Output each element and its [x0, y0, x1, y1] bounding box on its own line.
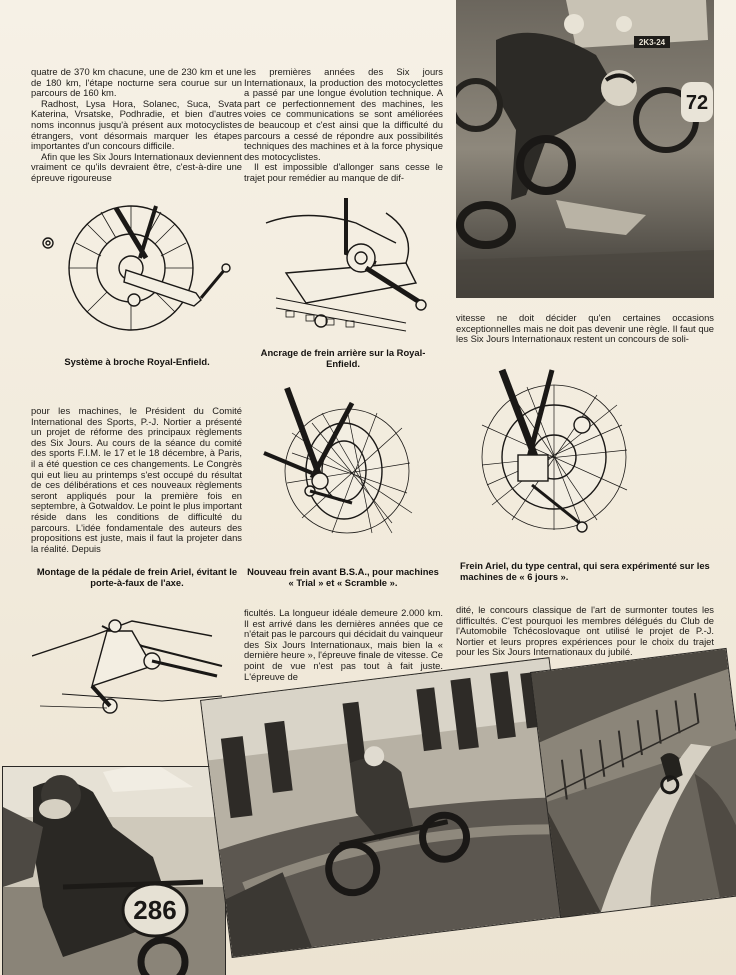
- drawing-ariel-brake: [462, 365, 640, 547]
- drawing-rear-brake-anchor: [246, 193, 442, 333]
- photo-rider-286: [2, 766, 226, 975]
- license-plate: 2K3-24: [638, 38, 666, 47]
- figure-ariel-central-brake: [462, 365, 640, 547]
- figure-ariel-brake-pedal: [32, 606, 228, 716]
- photo-rider-in-ditch: [200, 657, 581, 958]
- paragraph: quatre de 370 km chacune, une de 230 km et une de 180 km, l'étape nocturne sera courue sur un parcours de 160 km.: [31, 66, 242, 99]
- paragraph: pour les machines, le Président du Comité International des Sports, P.-J. Nortier a présenté un projet de réforme des principaux règlements des Six Jours. Au cours de la séance du comité des sports F.I.M. le 17 et le 18 décembre, à Paris, il a été question ce ces changements. Le Congrès qui eut lieu au printemps s'est occupé du résultat de ces délibérations et ces nouveaux règlements seront appliqués pour la première fois en septembre, à Gotwaldov. Le point le plus important réside dans les conditions de difficulté du parcours. L'idée fondamentale des auteurs des propositions est juste, mais il faut la projeter dans la réalité. Depuis: [31, 405, 242, 554]
- drawing-brake-pedal: [32, 606, 228, 716]
- article-col1-top: [31, 67, 242, 184]
- figure-bsa-front-brake: [252, 383, 430, 551]
- paragraph: vitesse ne doit décider qu'en certaines occasions exceptionnelles mais ne doit pas devenir une règle. Il faut que les Six Jours Internationaux restent un concours de soli-: [456, 312, 714, 345]
- article-col2-top: [244, 67, 443, 184]
- paragraph: Il est impossible d'allonger sans cesse le trajet pour remédier au manque de dif-: [244, 161, 443, 183]
- drawing-bsa-brake: [252, 383, 430, 551]
- paragraph: Afin que les Six Jours Internationaux deviennent vraiment ce qu'ils devraient être, c'est-à-dire une épreuve rigoureuse: [31, 150, 242, 183]
- paragraph: dité, le concours classique de l'art de surmonter toutes les difficultés. C'est pourquoi les membres délégués du Club de l'Automobile Tchécoslovaque ont utilisé le projet de P.-J. Nortier et leurs propres expériences pour le choix du trajet pour les Six Jours Internationaux du jubilé.: [456, 604, 714, 658]
- article-col2-bottom: [244, 608, 443, 682]
- caption-fig2: Ancrage de frein arrière sur la Royal-Enfield.: [260, 347, 426, 369]
- photo-rider-in-ditch-image: [201, 658, 580, 957]
- article-col3-bottom: [456, 605, 714, 658]
- paragraph: Radhost, Lysa Hora, Solanec, Suca, Svata Katerina, Vrsatske, Podhradie, et bien d'autres noms inconnus jusqu'à présent aux motocyclistes étrangers, vont désormais marquer les étapes importantes d'un concours difficile.: [31, 97, 242, 152]
- photo-forest-track-image: [531, 649, 736, 917]
- caption-fig4: Nouveau frein avant B.S.A., pour machines « Trial » et « Scramble ».: [247, 566, 439, 588]
- figure-royal-enfield-spindle: [36, 198, 236, 340]
- photo-mechanics-image: [456, 0, 714, 298]
- race-number-286: 286: [133, 895, 177, 925]
- figure-rear-brake-anchor: [246, 193, 442, 333]
- photo-rider-286-image: [3, 767, 225, 975]
- caption-fig3: Montage de la pédale de frein Ariel, évitant le porte-à-faux de l'axe.: [36, 566, 238, 588]
- caption-fig1: Système à broche Royal-Enfield.: [64, 356, 210, 367]
- paragraph: ficultés. La longueur idéale demeure 2.000 km. Il est arrivé dans les dernières années que ce n'était pas le parcours qui décidait du vainqueur des Six Jours Internationaux, mais bien la « dernière heure », l'épreuve finale de vitesse. Ce point de vue n'est pas tout à fait juste. L'épreuve de: [244, 607, 443, 682]
- article-col3-mid: [456, 313, 714, 345]
- photo-forest-track: [530, 648, 736, 918]
- article-col1-mid: [31, 406, 242, 554]
- caption-fig5: Frein Ariel, du type central, qui sera expérimenté sur les machines de « 6 jours ».: [460, 560, 710, 582]
- paragraph: les premières années des Six jours Internationaux, la production des motocyclettes a passé par une longue évolution technique. A part ce perfectionnement des machines, les voies ce communications se sont améliorées de beaucoup et c'est ainsi que la difficulté du parcours a cessé de répondre aux possibilités techniques des machines et à la force physique des motocyclistes.: [244, 66, 443, 162]
- race-number-72: 72: [685, 92, 709, 114]
- photo-mechanics-at-work: [456, 0, 714, 298]
- drawing-spindle-system: [36, 198, 236, 340]
